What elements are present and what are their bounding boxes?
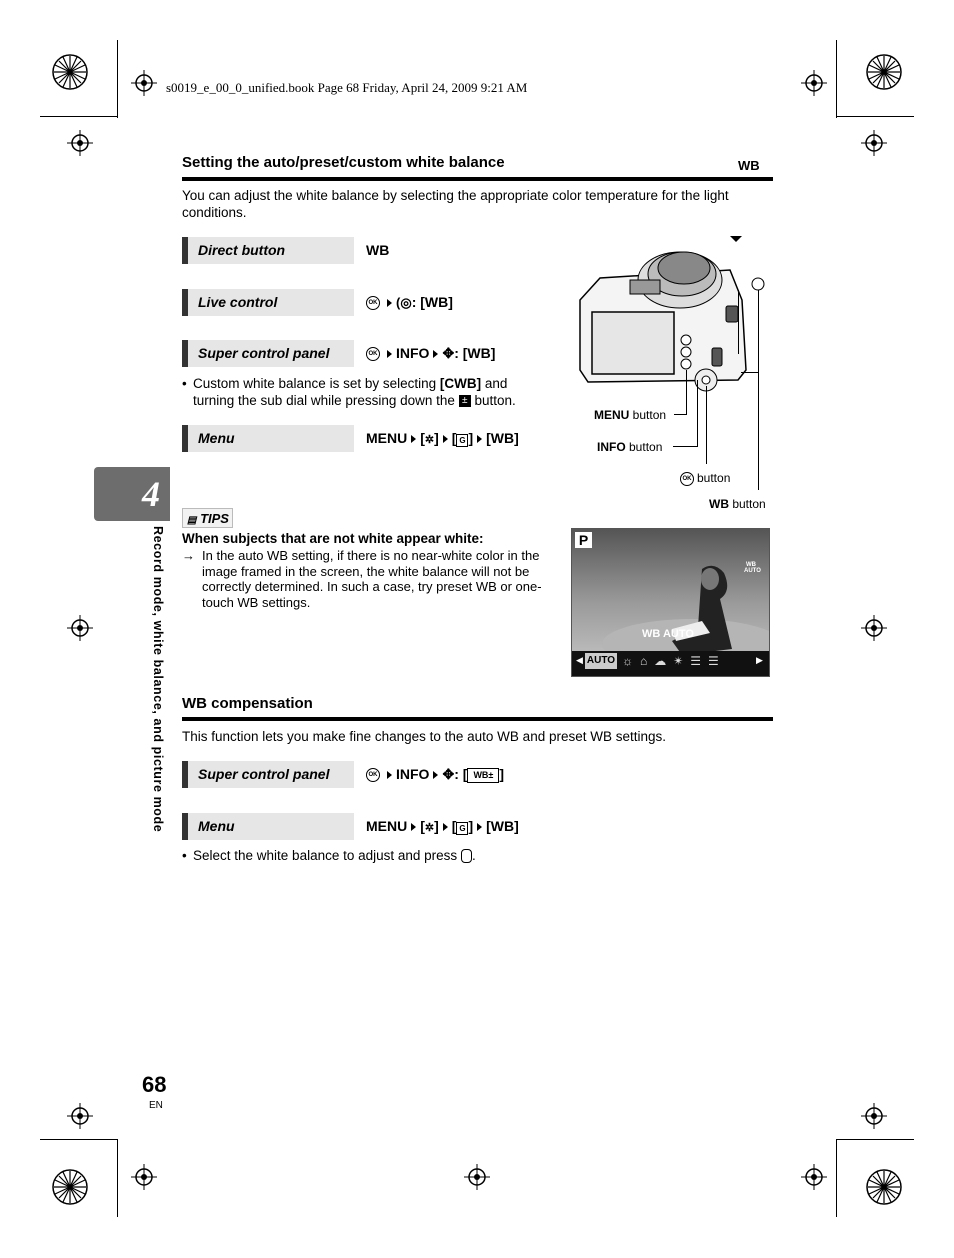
- language-code: EN: [149, 1100, 163, 1111]
- section-rule: [182, 717, 773, 721]
- row-value-menu: MENU [✲] [ G ] [WB]: [366, 430, 519, 446]
- arrow-right-icon: [411, 823, 416, 831]
- wb-preset-icons: ☼⌂☁✴☰☰: [622, 654, 726, 668]
- registration-mark-icon: [131, 1164, 157, 1190]
- row-value-super: OK INFO ✥: [WB]: [366, 340, 495, 367]
- registration-mark-icon: [67, 130, 93, 156]
- custom-menu-icon: ✲: [424, 434, 435, 446]
- crop-mark: [40, 1139, 118, 1140]
- wb-compensation-icon: WB±: [467, 768, 499, 783]
- page-number: 68: [142, 1072, 167, 1097]
- tips-text: In the auto WB setting, if there is no near-white color in the image framed in the screen, the white balance will not be correctly determined. In such a case, try preset WB or one-touch WB settings.: [202, 548, 542, 611]
- bullet-custom-wb: • Custom white balance is set by selecting [CWB] and turning the sub dial while pressing down the ± button.: [182, 376, 516, 408]
- row-label-direct-button: Direct button: [182, 237, 354, 264]
- submenu-g-icon: G: [456, 434, 468, 447]
- chevron-right-icon: ▶: [756, 655, 763, 665]
- row-label-menu: Menu: [182, 425, 354, 452]
- row-label-menu: Menu: [182, 813, 354, 840]
- tips-arrow: →: [182, 548, 195, 563]
- chapter-tab: 4: [94, 467, 170, 521]
- arrow-right-icon: [477, 823, 482, 831]
- tips-heading: When subjects that are not white appear white:: [182, 531, 484, 546]
- arrow-right-icon: [387, 350, 392, 358]
- lcd-screen: [571, 528, 770, 677]
- starburst-icon: [865, 1168, 903, 1206]
- wb-overlay: WB AUTO: [642, 628, 694, 640]
- row-label-super-control-panel: Super control panel: [182, 340, 354, 367]
- ok-icon: OK: [366, 296, 380, 310]
- arrow-right-icon: [477, 435, 482, 443]
- registration-mark-icon: [67, 615, 93, 641]
- crop-mark: [836, 1139, 837, 1217]
- mode-indicator: P: [575, 532, 592, 548]
- camera-illustration: [570, 230, 780, 415]
- registration-mark-icon: [861, 130, 887, 156]
- ok-icon: OK: [366, 768, 380, 782]
- registration-mark-icon: [801, 1164, 827, 1190]
- chevron-left-icon: ◀: [576, 655, 583, 665]
- notepad-icon: ▤: [187, 515, 197, 526]
- ok-icon: OK: [366, 347, 380, 361]
- section-intro: This function lets you make fine changes to the auto WB and preset WB settings.: [182, 729, 667, 744]
- wb-button-label: WB button: [709, 497, 766, 511]
- wb-badge: WB: [738, 158, 760, 173]
- section-intro: You can adjust the white balance by selecting the appropriate color temperature for the light conditions.: [182, 188, 729, 220]
- registration-mark-icon: [464, 1164, 490, 1190]
- book-info: s0019_e_00_0_unified.book Page 68 Friday, April 24, 2009 9:21 AM: [166, 80, 528, 95]
- crop-mark: [40, 116, 118, 117]
- arrow-pad-icon: ✥: [442, 766, 455, 782]
- arrow-right-icon: [433, 350, 438, 358]
- crop-mark: [117, 1139, 118, 1217]
- arrow-right-icon: [433, 771, 438, 779]
- wb-dial-icon: (◎: [396, 295, 412, 310]
- row-value-live: OK (◎: [WB]: [366, 289, 453, 316]
- menu-button-label: MENU button: [594, 408, 667, 422]
- submenu-g-icon: G: [456, 822, 468, 835]
- row-label-super-control-panel: Super control panel: [182, 761, 354, 788]
- row-value-menu: MENU [✲] [ G ] [WB]: [366, 818, 519, 834]
- crop-mark: [836, 40, 837, 118]
- arrow-right-icon: [443, 435, 448, 443]
- exposure-compensation-icon: ±: [459, 395, 471, 407]
- crop-mark: [117, 40, 118, 118]
- starburst-icon: [865, 53, 903, 91]
- registration-mark-icon: [801, 70, 827, 96]
- ok-icon: OK: [680, 472, 694, 486]
- ok-press-icon: [461, 849, 472, 863]
- ok-button-label: OK button: [680, 471, 730, 486]
- wb-corner-bottom: AUTO: [744, 568, 761, 574]
- crop-mark: [836, 116, 914, 117]
- arrow-right-icon: [411, 435, 416, 443]
- bullet-select-wb: • Select the white balance to adjust and press .: [182, 848, 476, 863]
- row-label-live-control: Live control: [182, 289, 354, 316]
- chapter-side-title: Record mode, white balance, and picture mode: [151, 526, 165, 833]
- arrow-pad-icon: ✥: [442, 345, 455, 361]
- arrow-right-icon: [443, 823, 448, 831]
- arrow-right-icon: [387, 299, 392, 307]
- registration-mark-icon: [861, 615, 887, 641]
- section-title: WB compensation: [182, 695, 313, 712]
- starburst-icon: [51, 53, 89, 91]
- wb-auto-option: AUTO: [585, 653, 617, 669]
- arrow-right-icon: [387, 771, 392, 779]
- info-button-label: INFO button: [597, 440, 663, 454]
- row-value-super: OK INFO ✥: [ WB± ]: [366, 761, 504, 788]
- section-title: Setting the auto/preset/custom white balance: [182, 154, 505, 171]
- registration-mark-icon: [67, 1103, 93, 1129]
- starburst-icon: [51, 1168, 89, 1206]
- wb-corner-top: WB: [746, 562, 756, 568]
- section-rule: [182, 177, 773, 181]
- tips-tag: ▤ TIPS: [182, 508, 233, 528]
- custom-menu-icon: ✲: [424, 822, 435, 834]
- registration-mark-icon: [861, 1103, 887, 1129]
- crop-mark: [836, 1139, 914, 1140]
- row-value-direct: WB: [366, 242, 390, 258]
- registration-mark-icon: [131, 70, 157, 96]
